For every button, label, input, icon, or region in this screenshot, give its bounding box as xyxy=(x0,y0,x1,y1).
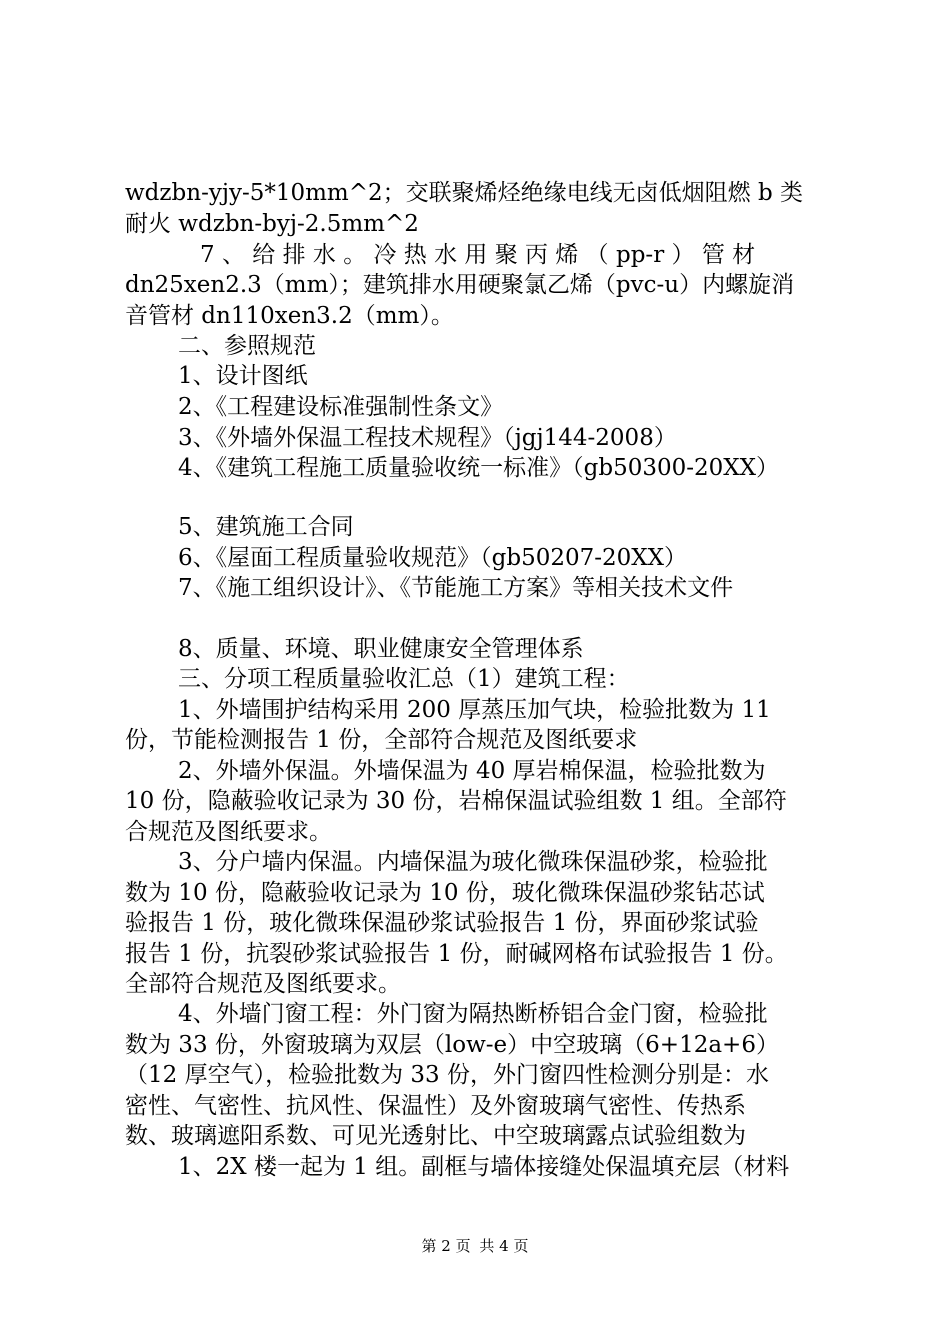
text-line: 1、外墙围护结构采用 200 厚蒸压加气块，检验批数为 11 xyxy=(178,697,771,723)
text-line: wdzbn-yjy-5*10mm^2；交联聚烯烃绝缘电线无卤低烟阻燃 b 类 xyxy=(125,180,803,206)
list-item: 3、《外墙外保温工程技术规程》（jgj144-2008） xyxy=(178,425,677,451)
section-heading: 三、分项工程质量验收汇总（1）建筑工程： xyxy=(178,666,630,692)
text-line: 10 份，隐蔽验收记录为 30 份，岩棉保温试验组数 1 组。全部符 xyxy=(125,788,787,814)
page-total: 共 4 页 xyxy=(479,1237,529,1255)
text-line: 数为 10 份，隐蔽验收记录为 10 份，玻化微珠保温砂浆钻芯试 xyxy=(125,880,765,906)
text-line: 报告 1 份，抗裂砂浆试验报告 1 份，耐碱网格布试验报告 1 份。 xyxy=(125,941,788,967)
list-item: 8、质量、环境、职业健康安全管理体系 xyxy=(178,636,584,662)
list-item: 6、《屋面工程质量验收规范》（gb50207-20XX） xyxy=(178,545,688,571)
text-line: 音管材 dn110xen3.2（mm）。 xyxy=(125,303,454,329)
text-line: 2、外墙外保温。外墙保温为 40 厚岩棉保温，检验批数为 xyxy=(178,758,766,784)
text-line: 数为 33 份，外窗玻璃为双层（low-e）中空玻璃（6+12a+6） xyxy=(125,1032,779,1058)
text-line: 全部符合规范及图纸要求。 xyxy=(125,971,401,997)
list-item: 4、《建筑工程施工质量验收统一标准》（gb50300-20XX） xyxy=(178,455,780,481)
text-line: 份，节能检测报告 1 份，全部符合规范及图纸要求 xyxy=(125,727,638,753)
text-line: 耐火 wdzbn-byj-2.5mm^2 xyxy=(125,211,419,237)
list-item: 7、《施工组织设计》、《节能施工方案》等相关技术文件 xyxy=(178,575,734,601)
list-item: 2、《工程建设标准强制性条文》 xyxy=(178,394,504,420)
text-line: 7 、 给 排 水 。 冷 热 水 用 聚 丙 烯 （ pp-r ） 管 材 xyxy=(200,242,756,268)
text-line: 密性、气密性、抗风性、保温性）及外窗玻璃气密性、传热系 xyxy=(125,1093,746,1119)
text-line: 4、外墙门窗工程：外门窗为隔热断桥铝合金门窗，检验批 xyxy=(178,1001,768,1027)
text-line: 1、2X 楼一起为 1 组。副框与墙体接缝处保温填充层（材料 xyxy=(178,1154,790,1180)
text-line: 3、分户墙内保温。内墙保温为玻化微珠保温砂浆，检验批 xyxy=(178,849,768,875)
section-heading: 二、参照规范 xyxy=(178,333,316,359)
page-footer xyxy=(0,1236,950,1256)
page-number: 第 2 页 xyxy=(421,1237,471,1255)
text-line: 数、玻璃遮阳系数、可见光透射比、中空玻璃露点试验组数为 xyxy=(125,1123,746,1149)
list-item: 5、建筑施工合同 xyxy=(178,514,354,540)
text-line: （12 厚空气），检验批数为 33 份，外门窗四性检测分别是：水 xyxy=(125,1062,769,1088)
text-line: 验报告 1 份，玻化微珠保温砂浆试验报告 1 份，界面砂浆试验 xyxy=(125,910,759,936)
text-line: dn25xen2.3（mm）；建筑排水用硬聚氯乙烯（pvc-u）内螺旋消 xyxy=(125,272,795,298)
text-line: 合规范及图纸要求。 xyxy=(125,819,332,845)
list-item: 1、设计图纸 xyxy=(178,363,308,389)
